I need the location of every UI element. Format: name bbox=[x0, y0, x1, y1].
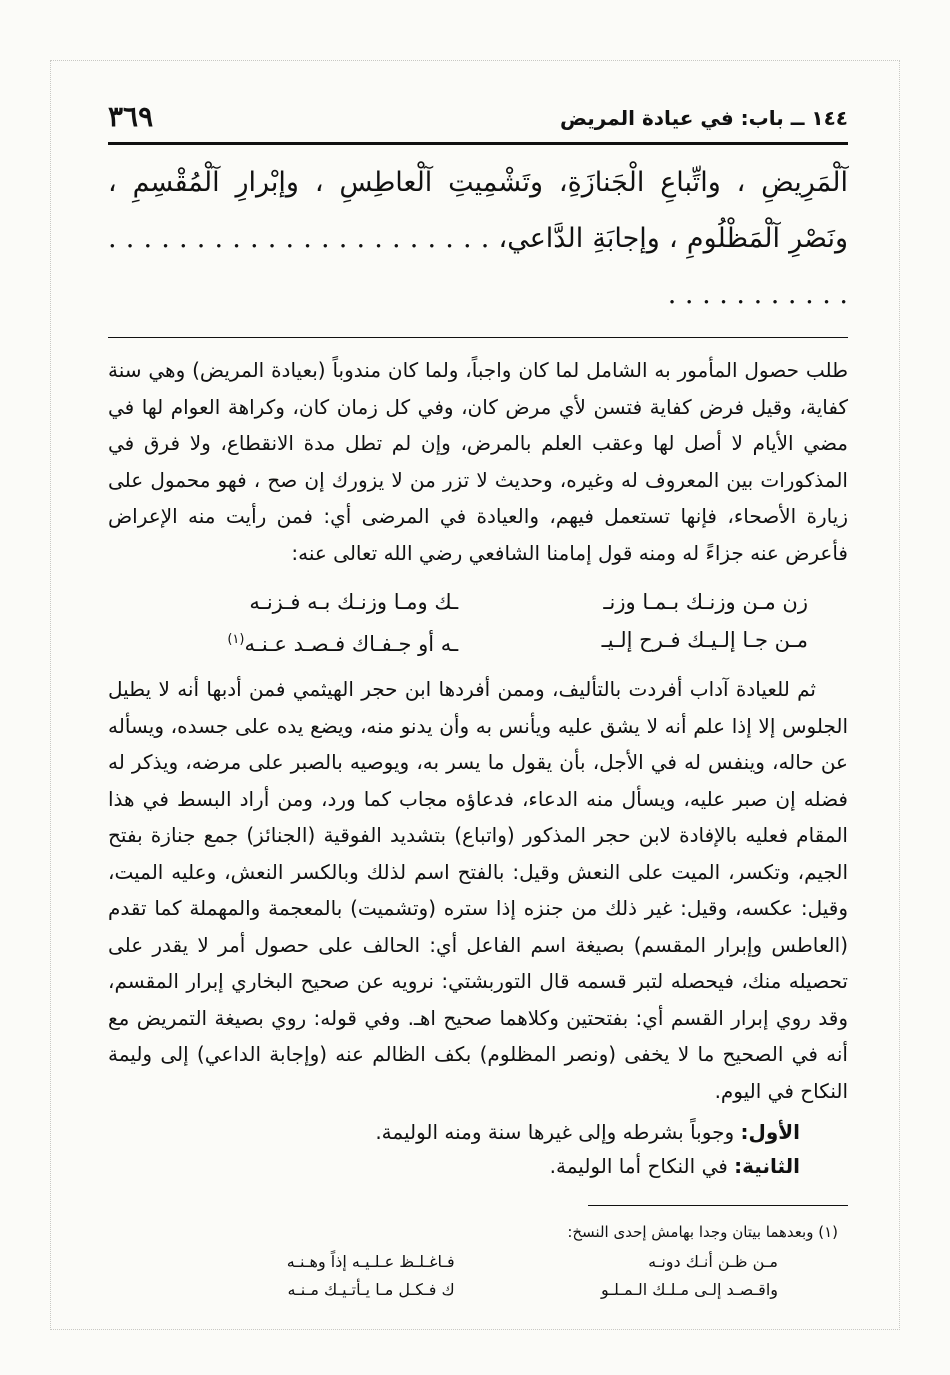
footnote-poem bbox=[168, 1248, 778, 1304]
footnote-verse-1 bbox=[168, 1248, 778, 1276]
footnote-verse-2-first: واقـصـد إلـى مـلـك الـمـلـو bbox=[601, 1280, 778, 1299]
running-header bbox=[108, 92, 848, 145]
verse-2-first-hemistich: مـن جـا إلـيـك فـرح إلـيـ bbox=[601, 628, 808, 652]
note-2-label: الثانية: bbox=[734, 1154, 800, 1178]
commentary-paragraph-2: ثم للعيادة آداب أفردت بالتأليف، وممن أفردها ابن حجر الهيثمي فمن أدبها أنه لا يطيل الجلوس إلا إذا علم أنه لا يشق عليه ويأنس به وأن يدنو منه، ويضع يده على جسده، ويسأله عن حاله، وينفس له في الأجل، بأن يقول ما يسر به، ويوصيه بالصبر على مرضه، ويذكر له فضله إن صبر عليه، ويسأل منه الدعاء، فدعاؤه مجاب كما ورد، ومن أراد البسط في هذا المقام فعليه بالإفادة لابن حجر المذكور (واتباع) بتشديد الفوقية (الجنائز) جمع جنازة بفتح الجيم، وتكسر، الميت على النعش وقيل: بالفتح اسم لذلك وبالكسر النعش، وعليه الميت، وقيل: عكسه، وقيل: غير ذلك من جنزه إذا ستره (وتشميت) بالمعجمة والمهملة كما تقدم (العاطس وإبرار المقسم) بصيغة اسم الفاعل أي: الحالف على حصول أمر لا يقدر على تحصيله منك، فيحصله لتبر قسمه قال التوربشتي: نرويه عن صحيح البخاري إبرار المقسم، وقد روي إبرار القسم أي: بفتحتين وكلاهما صحيح اهـ. وفي قوله: روي بصيغة التمريض مع أنه في الصحيح ما لا يخفى (ونصر المظلوم) بكف الظالم عنه (وإجابة الداعي) إلى وليمة النكاح في اليوم. bbox=[108, 677, 848, 1103]
note-2 bbox=[108, 1149, 800, 1183]
poem-verse-1 bbox=[148, 583, 808, 621]
footnote-verse-1-second: فـاغـلـظ عـلـيـه إذاً وهـنـه bbox=[286, 1252, 455, 1271]
verse-2-second-hemistich-wrap bbox=[148, 621, 458, 663]
commentary-paragraph-1: طلب حصول المأمور به الشامل لما كان واجباً، ولما كان مندوباً (بعيادة المريض) وهي سنة كفاية، وقيل فرض كفاية فتسن لأي مرض كان، وفي كل زمان كان، وكراهة العوام لها في مضي الأيام لا أصل لها وعقب العلم بالمرض، وإن لم تطل مدة الانقطاع، ولا فرق في المذكورات بين المعروف له وغيره، وحديث لا تزر من لا يزورك إن صح ، فهو محمول على زيارة الأصحاء، فإنها تستعمل فيهم، والعيادة في المرضى أي: فمن رأيت منه الإعراض فأعرض عنه جزاءً له ومنه قول إمامنا الشافعي رضي الله تعالى عنه: bbox=[108, 358, 848, 565]
footnote-verse-2-second: ك فـكـل مـا يـأتـيـك مـنـه bbox=[287, 1280, 455, 1299]
notes-list bbox=[108, 1115, 848, 1183]
footnote-text: (١) وبعدهما بيتان وجدا بهامش إحدى النسخ: bbox=[567, 1223, 838, 1241]
poem-verse-2 bbox=[148, 621, 808, 663]
footnote-verse-2 bbox=[168, 1276, 778, 1304]
poem bbox=[148, 583, 808, 663]
commentary bbox=[108, 352, 848, 1109]
footnote-divider bbox=[588, 1205, 848, 1206]
footnote-marker: (١) bbox=[227, 632, 245, 647]
verse-1-second-hemistich: ـك ومـا وزنـك بـه فـزنـه bbox=[249, 590, 459, 614]
note-1-text: وجوباً بشرطه وإلى غيرها سنة ومنه الوليمة. bbox=[375, 1120, 741, 1144]
footnote-verse-1-first: مـن ظـن أنـك دونـه bbox=[648, 1252, 778, 1271]
note-1 bbox=[108, 1115, 800, 1149]
verse-2-second-hemistich: ـه أو جـفـاك فـصـد عـنـه bbox=[244, 632, 459, 656]
verse-1-first-hemistich: زن مـن وزنـك بـمـا وزنـ bbox=[603, 590, 808, 614]
note-2-text: في النكاح أما الوليمة. bbox=[549, 1154, 735, 1178]
note-1-label: الأول: bbox=[740, 1120, 800, 1144]
page-number: ٣٦٩ bbox=[108, 100, 154, 133]
chapter-title: ١٤٤ ــ باب: في عيادة المريض bbox=[560, 106, 848, 130]
footnote bbox=[108, 1218, 848, 1304]
book-page bbox=[108, 92, 848, 1304]
hadith-text: آلْمَرِيضِ ، واتِّباعِ الْجَنازَةِ، وتَشْمِيتِ آلْعاطِسِ ، وإبْرارِ آلْمُقْسِمِ ، ونَصْرِ آلْمَظْلُومِ ، وإجابَةِ الدَّاعي، . . . . . . . . . . . . . . . . . . . . . . . . . . . . . . . . . bbox=[108, 155, 848, 338]
